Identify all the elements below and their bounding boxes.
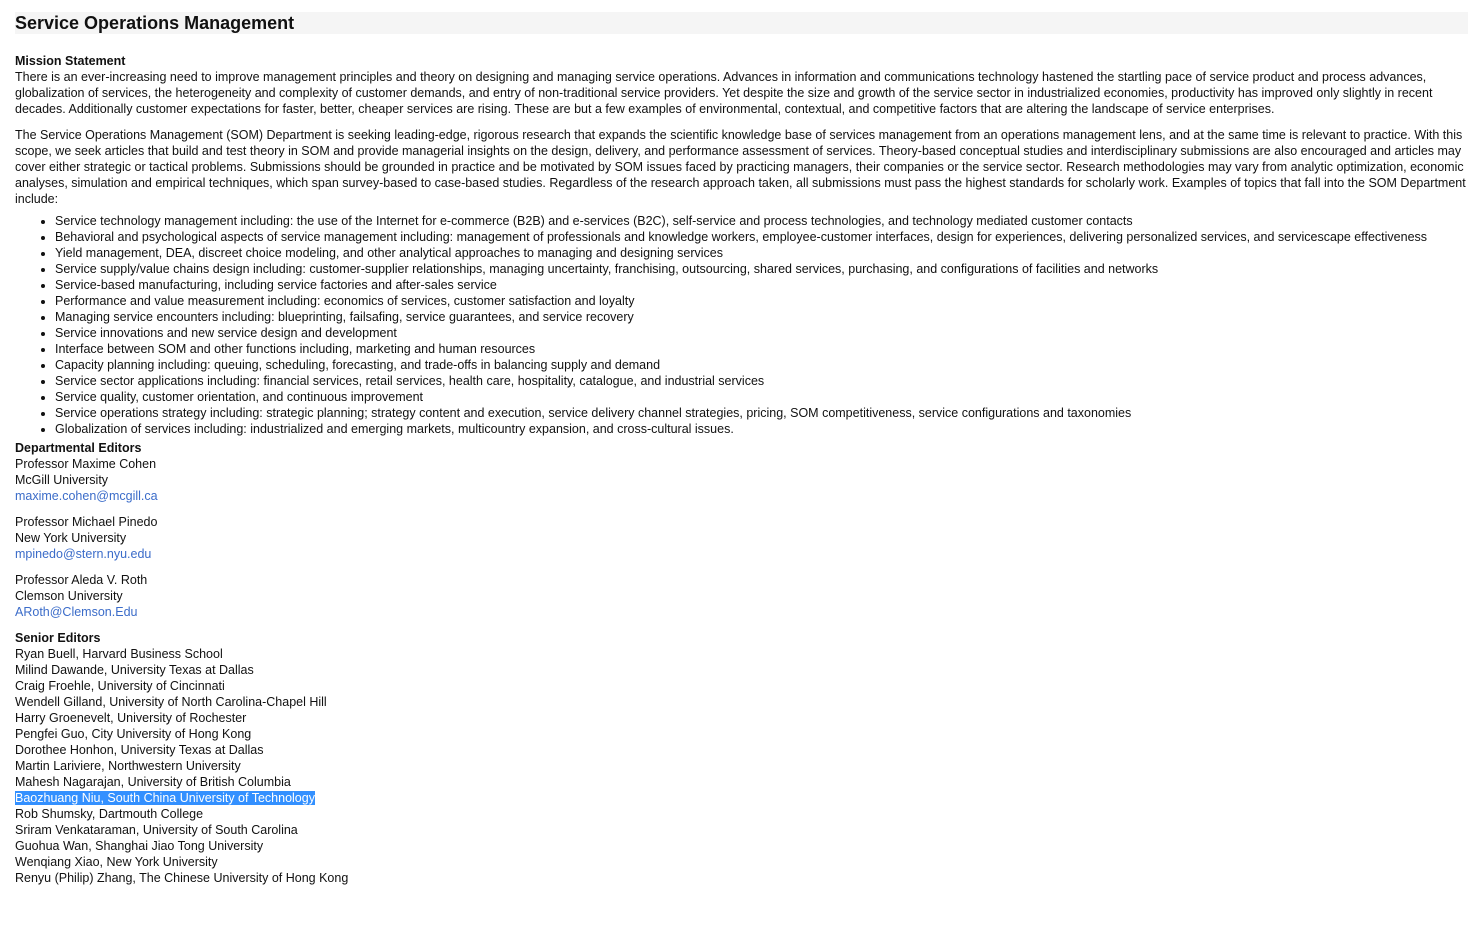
senior-editor-item: Rob Shumsky, Dartmouth College bbox=[15, 807, 204, 821]
senior-editor-item: Wendell Gilland, University of North Carolina-Chapel Hill bbox=[15, 695, 327, 709]
list-item: • Service-based manufacturing, including service factories and after-sales service bbox=[55, 277, 1468, 293]
editor-affiliation: New York University bbox=[15, 531, 127, 545]
senior-editor-item: Sriram Venkataraman, University of South Carolina bbox=[15, 823, 298, 837]
editor-name: Professor Michael Pinedo bbox=[15, 515, 158, 529]
page-content bbox=[0, 12, 1468, 886]
list-item: • Yield management, DEA, discreet choice modeling, and other analytical approaches to managing and designing services bbox=[55, 245, 1468, 261]
senior-editor-item: Pengfei Guo, City University of Hong Kong bbox=[15, 727, 252, 741]
senior-editor-item: Martin Lariviere, Northwestern University bbox=[15, 759, 241, 773]
editor-card bbox=[15, 456, 1468, 504]
topics-list bbox=[15, 213, 1468, 437]
departmental-editors-heading: Departmental Editors bbox=[15, 441, 142, 455]
departmental-editors-section bbox=[15, 440, 1468, 620]
mission-paragraph-1: There is an ever-increasing need to improve management principles and theory on designing and managing service operations. Advances in information and communications technology hastened the startling pace of service product and process advances, globalization of services, the heterogeneity and complexity of customer demands, and entry of non-traditional service providers. Yet despite the size and growth of the service sector in industrialized economies, productivity has improved only slightly in recent decades. Additionally customer expectations for faster, better, cheaper services are rising. These are but a few examples of environmental, contextual, and competitive factors that are altering the landscape of service enterprises. bbox=[15, 70, 1433, 116]
list-item: • Service supply/value chains design including: customer-supplier relationships, managing uncertainty, franchising, outsourcing, shared services, purchasing, and configurations of facilities and networks bbox=[55, 261, 1468, 277]
editor-affiliation: Clemson University bbox=[15, 589, 123, 603]
list-item: • Globalization of services including: industrialized and emerging markets, multicountry expansion, and cross-cultural issues. bbox=[55, 421, 1468, 437]
editor-email-link[interactable]: ARoth@Clemson.Edu bbox=[15, 605, 138, 619]
senior-editor-item: Guohua Wan, Shanghai Jiao Tong University bbox=[15, 839, 264, 853]
list-item: • Service quality, customer orientation, and continuous improvement bbox=[55, 389, 1468, 405]
editor-email-link[interactable]: mpinedo@stern.nyu.edu bbox=[15, 547, 152, 561]
list-item: • Service technology management including: the use of the Internet for e-commerce (B2B) and e-services (B2C), self-service and process technologies, and technology mediated customer contacts bbox=[55, 213, 1468, 229]
senior-editor-item: Harry Groenevelt, University of Rochester bbox=[15, 711, 247, 725]
list-item: • Interface between SOM and other functions including, marketing and human resources bbox=[55, 341, 1468, 357]
list-item: • Behavioral and psychological aspects of service management including: management of professionals and knowledge workers, employee-customer interfaces, design for experiences, delivering personalized services, and servicescape effectiveness bbox=[55, 229, 1468, 245]
editor-card bbox=[15, 572, 1468, 620]
senior-editors-section bbox=[15, 630, 1468, 886]
list-item: • Performance and value measurement including: economics of services, customer satisfaction and loyalty bbox=[55, 293, 1468, 309]
page-title: Service Operations Management bbox=[15, 13, 295, 33]
senior-editor-item-selected bbox=[15, 790, 1468, 806]
mission-section bbox=[15, 53, 1468, 207]
list-item: • Capacity planning including: queuing, scheduling, forecasting, and trade-offs in balancing supply and demand bbox=[55, 357, 1468, 373]
senior-editor-item: Milind Dawande, University Texas at Dallas bbox=[15, 663, 254, 677]
editor-name: Professor Maxime Cohen bbox=[15, 457, 157, 471]
mission-heading: Mission Statement bbox=[15, 54, 126, 68]
title-bar bbox=[15, 12, 1468, 34]
list-item: • Service sector applications including: financial services, retail services, health care, hospitality, catalogue, and industrial services bbox=[55, 373, 1468, 389]
list-item: • Managing service encounters including: blueprinting, failsafing, service guarantees, and service recovery bbox=[55, 309, 1468, 325]
editor-email-link[interactable]: maxime.cohen@mcgill.ca bbox=[15, 489, 158, 503]
senior-editor-item: Mahesh Nagarajan, University of British Columbia bbox=[15, 775, 291, 789]
mission-paragraph-2: The Service Operations Management (SOM) Department is seeking leading-edge, rigorous research that expands the scientific knowledge base of services management from an operations management lens, and at the same time is relevant to practice. With this scope, we seek articles that build and test theory in SOM and provide managerial insights on the design, delivery, and performance assessment of services. Theory-based conceptual studies and interdisciplinary submissions are also encouraged and articles may cover either strategic or tactical problems. Submissions should be grounded in practice and be motivated by SOM issues faced by practicing managers, their companies or the service sector. Research methodologies may vary from analytic optimization, economic analyses, simulation and empirical techniques, which span survey-based to case-based studies. Regardless of the research approach taken, all submissions must pass the highest standards for scholarly work. Examples of topics that fall into the SOM Department include: bbox=[15, 128, 1466, 206]
editor-name: Professor Aleda V. Roth bbox=[15, 573, 148, 587]
selected-text-highlight: Baozhuang Niu, South China University of Technology bbox=[15, 791, 315, 805]
senior-editor-item: Wenqiang Xiao, New York University bbox=[15, 855, 218, 869]
senior-editors-heading: Senior Editors bbox=[15, 631, 101, 645]
list-item: • Service operations strategy including: strategic planning; strategy content and execution, service delivery channel strategies, pricing, SOM competitiveness, service configurations and taxonomies bbox=[55, 405, 1468, 421]
senior-editor-item: Dorothee Honhon, University Texas at Dallas bbox=[15, 743, 264, 757]
editor-card bbox=[15, 514, 1468, 562]
list-item: • Service innovations and new service design and development bbox=[55, 325, 1468, 341]
editor-affiliation: McGill University bbox=[15, 473, 109, 487]
senior-editor-item: Craig Froehle, University of Cincinnati bbox=[15, 679, 225, 693]
senior-editor-item: Renyu (Philip) Zhang, The Chinese University of Hong Kong bbox=[15, 871, 349, 885]
senior-editor-item: Ryan Buell, Harvard Business School bbox=[15, 647, 223, 661]
